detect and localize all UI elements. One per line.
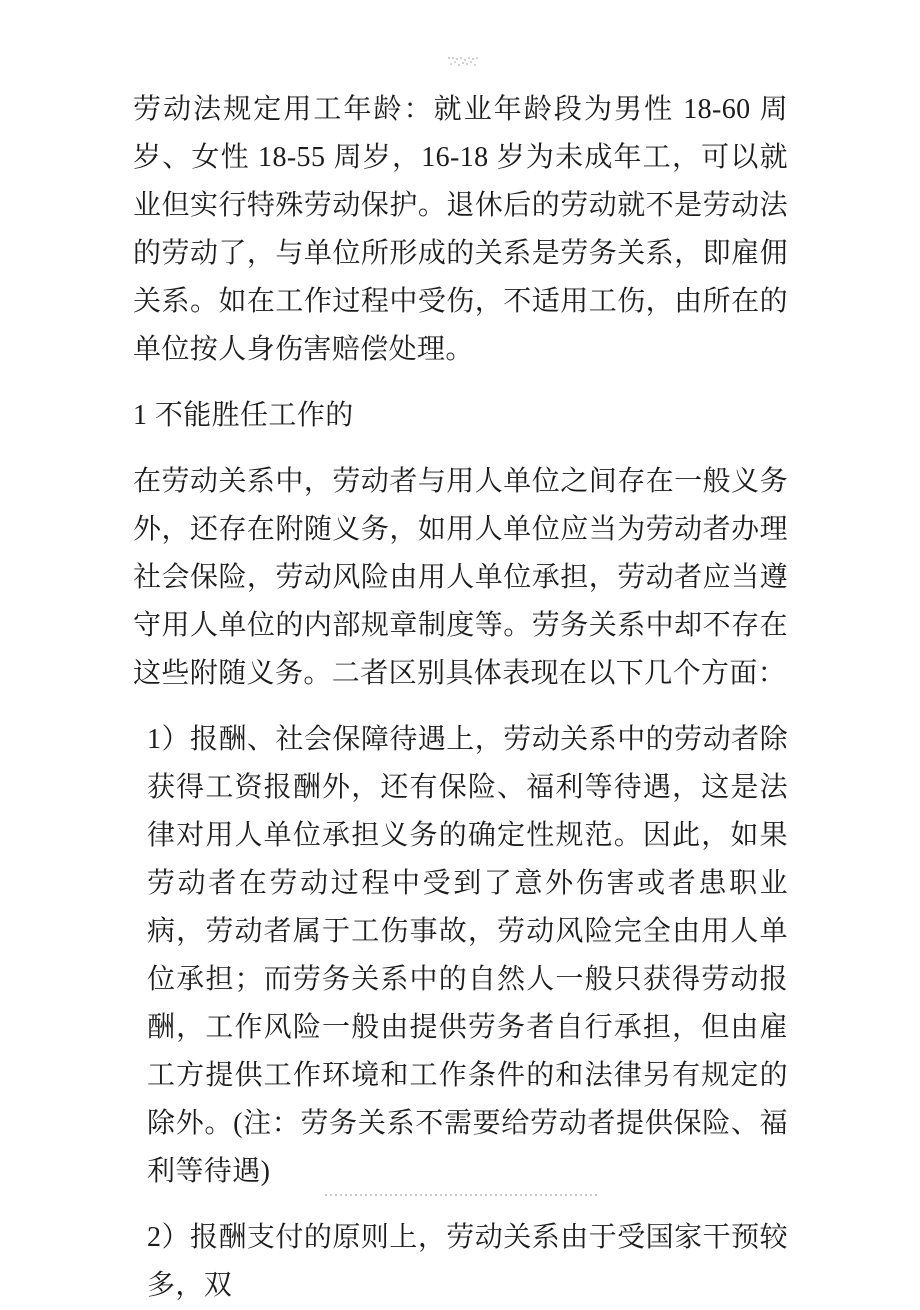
body-paragraph: 在劳动关系中，劳动者与用人单位之间存在一般义务外，还存在附随义务，如用人单位应当为劳动者办理社会保险，劳动风险由用人单位承担，劳动者应当遵守用人单位的内部规章制度等。劳务关系中却不存在这些附随义务。二者区别具体表现在以下几个方面： <box>133 466 788 689</box>
page-separator-dotted-line <box>325 1194 597 1196</box>
watermark <box>448 57 450 59</box>
document-content <box>133 86 788 1310</box>
section-heading: 1 不能胜任工作的 <box>133 400 354 431</box>
intro-paragraph: 劳动法规定用工年龄：就业年龄段为男性 18-60 周岁、女性 18-55 周岁，16-18 岁为未成年工，可以就业但实行特殊劳动保护。退休后的劳动就不是劳动法的劳动了，与单位所形成的关系是劳务关系，即雇佣关系。如在工作过程中受伤，不适用工伤，由所在的单位按人身伤害赔偿处理。 <box>133 94 788 365</box>
list-item-2: 2）报酬支付的原则上，劳动关系由于受国家干预较多，双 <box>147 1222 788 1301</box>
list-item-1: 1）报酬、社会保障待遇上，劳动关系中的劳动者除获得工资报酬外，还有保险、福利等待遇，这是法律对用人单位承担义务的确定性规范。因此，如果劳动者在劳动过程中受到了意外伤害或者患职业病，劳动者属于工伤事故，劳动风险完全由用人单位承担；而劳务关系中的自然人一般只获得劳动报酬，工作风险一般由提供劳务者自行承担，但由雇工方提供工作环境和工作条件的和法律另有规定的除外。(注：劳务关系不需要给劳动者提供保险、福利等待遇) <box>147 724 788 1187</box>
